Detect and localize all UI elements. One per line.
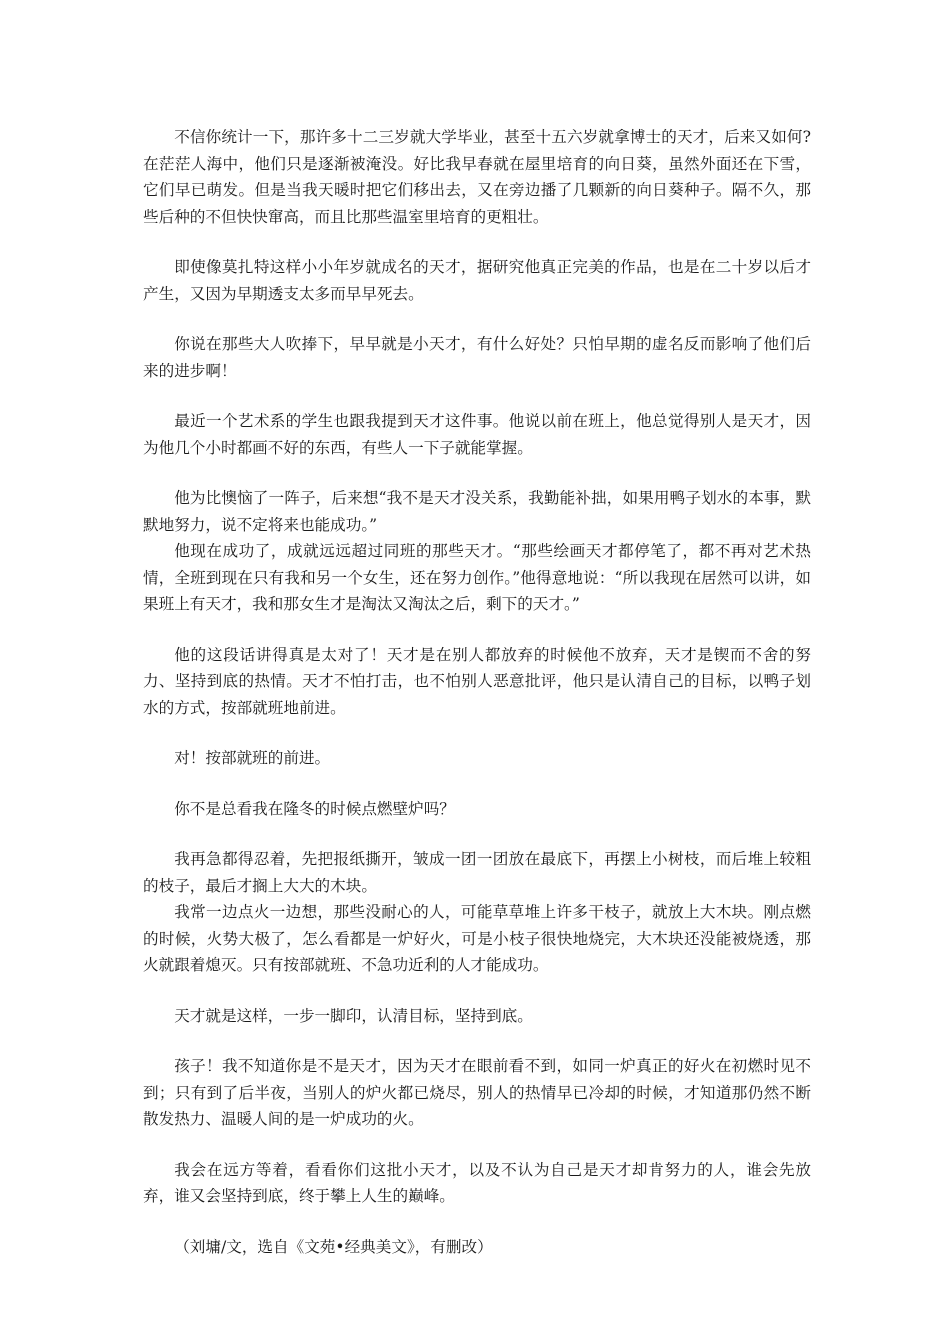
paragraph-10: 我再急都得忍着，先把报纸撕开，皱成一团一团放在最底下，再摆上小树枝，而后堆上较粗的枝子，最后才搁上大大的木块。: [143, 850, 811, 895]
paragraph-14: 我会在远方等着，看看你们这批小天才，以及不认为自己是天才却肯努力的人，谁会先放弃，谁又会坚持到底，终于攀上人生的巅峰。: [143, 1160, 811, 1205]
paragraph-1: 不信你统计一下，那许多十二三岁就大学毕业，甚至十五六岁就拿博士的天才，后来又如何?在茫茫人海中，他们只是逐渐被淹没。好比我早春就在屋里培育的向日葵，虽然外面还在下雪，它们早已萌发。但是当我天暖时把它们移出去，又在旁边播了几颗新的向日葵种子。隔不久，那些后种的不但快快窜高，而且比那些温室里培育的更粗壮。: [143, 128, 811, 226]
paragraph-6: 他现在成功了，成就远远超过同班的那些天才。“那些绘画天才都停笔了，都不再对艺术热情，全班到现在只有我和另一个女生，还在努力创作。”他得意地说：“所以我现在居然可以讲，如果班上有天才，我和那女生才是淘汰又淘汰之后，剩下的天才。”: [143, 542, 811, 613]
paragraph-3: 你说在那些大人吹捧下，早早就是小天才，有什么好处？只怕早期的虚名反而影响了他们后来的进步啊！: [143, 335, 811, 380]
paragraph-12: 天才就是这样，一步一脚印，认清目标，坚持到底。: [174, 1006, 533, 1025]
paragraph-4: 最近一个艺术系的学生也跟我提到天才这件事。他说以前在班上，他总觉得别人是天才，因为他几个小时都画不好的东西，有些人一下子就能掌握。: [143, 412, 811, 457]
paragraph-13: 孩子！我不知道你是不是天才，因为天才在眼前看不到，如同一炉真正的好火在初燃时见不到；只有到了后半夜，当别人的炉火都已烧尽，别人的热情早已冷却的时候，才知道那仍然不断散发热力、温暖人间的是一炉成功的火。: [143, 1057, 811, 1128]
paragraph-2: 即使像莫扎特这样小小年岁就成名的天才，据研究他真正完美的作品，也是在二十岁以后才产生，又因为早期透支太多而早早死去。: [143, 258, 811, 303]
article-body: [143, 124, 811, 1260]
source-citation: （刘墉/文，选自《文苑•经典美文》，有删改）: [174, 1237, 493, 1256]
paragraph-11: 我常一边点火一边想，那些没耐心的人，可能草草堆上许多干枝子，就放上大木块。刚点燃的时候，火势大极了，怎么看都是一炉好火，可是小枝子很快地烧完，大木块还没能被烧透，那火就跟着熄灭。只有按部就班、不急功近利的人才能成功。: [143, 903, 811, 974]
paragraph-8: 对！按部就班的前进。: [174, 749, 331, 767]
paragraph-5: 他为比懊恼了一阵子，后来想“我不是天才没关系，我勤能补拙，如果用鸭子划水的本事，默默地努力，说不定将来也能成功。”: [143, 489, 811, 534]
paragraph-7: 他的这段话讲得真是太对了！天才是在别人都放弃的时候他不放弃，天才是锲而不舍的努力、坚持到底的热情。天才不怕打击，也不怕别人恶意批评，他只是认清自己的目标，以鸭子划水的方式，按部就班地前进。: [143, 645, 811, 717]
paragraph-9: 你不是总看我在隆冬的时候点燃壁炉吗？: [174, 799, 455, 818]
